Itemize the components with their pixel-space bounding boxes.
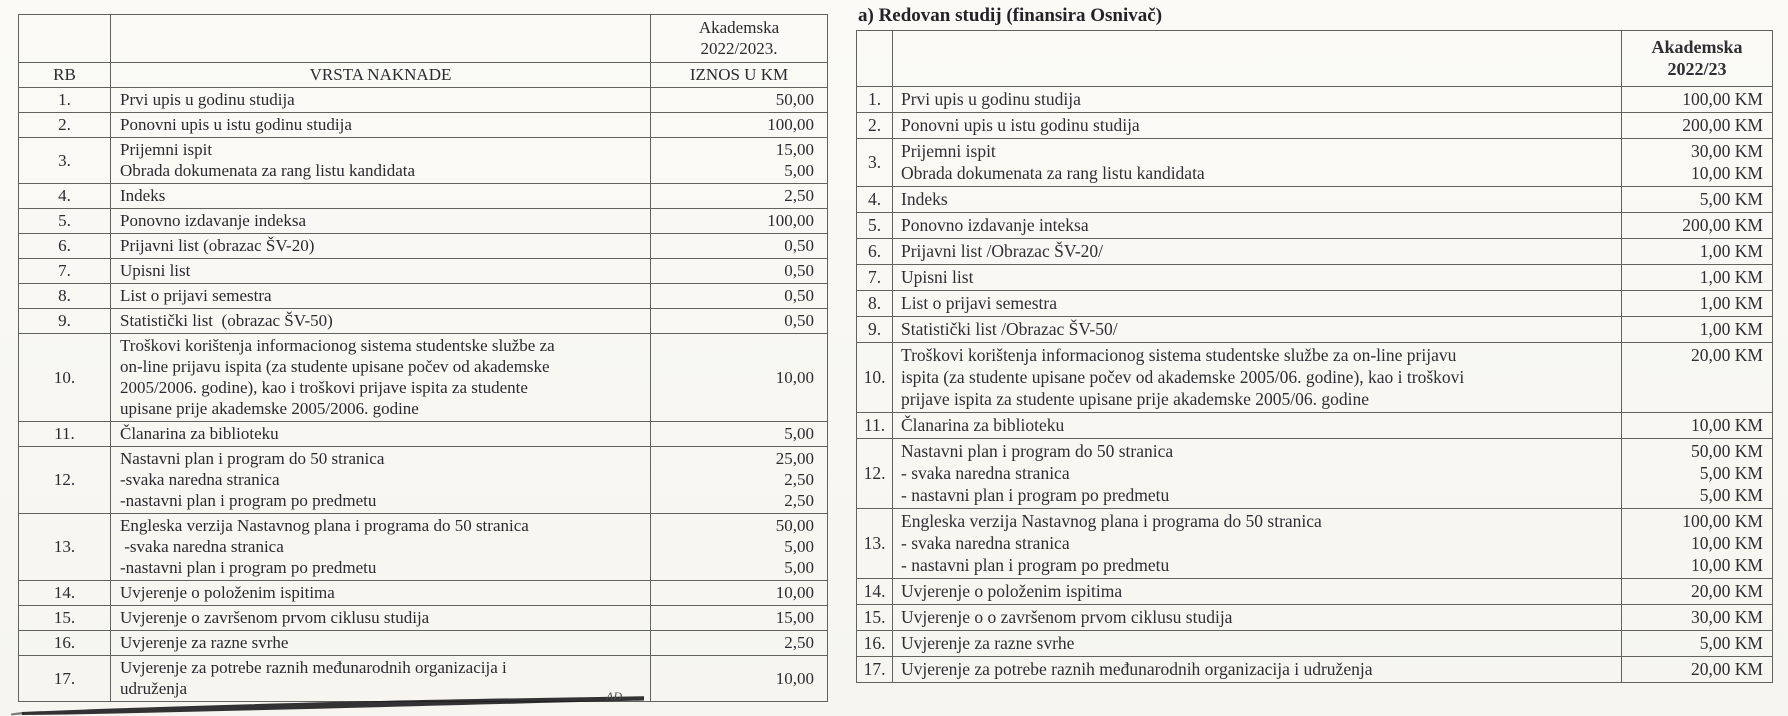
fee-amount: 20,00 KM — [1622, 657, 1773, 683]
fee-amount: 100,00 — [651, 209, 828, 234]
fee-row — [857, 139, 1773, 187]
fee-row — [19, 209, 828, 234]
row-number: 8. — [857, 291, 893, 317]
row-number: 1. — [19, 88, 111, 113]
fee-amount: 50,00 — [651, 88, 828, 113]
row-number: 2. — [19, 113, 111, 138]
fee-description: Uvjerenje za potrebe raznih međunarodnih organizacija i udruženja — [893, 657, 1622, 683]
fee-amount: 10,00 — [651, 581, 828, 606]
fee-description: Statistički list (obrazac ŠV-50) — [111, 309, 651, 334]
fee-row — [857, 509, 1773, 579]
fee-amount: 15,00 5,00 — [651, 138, 828, 184]
row-number: 17. — [857, 657, 893, 683]
row-number: 12. — [857, 439, 893, 509]
fee-description: Uvjerenje o o završenom prvom ciklusu studija — [893, 605, 1622, 631]
row-number: 9. — [19, 309, 111, 334]
fees-table-right-body — [857, 87, 1773, 683]
fee-amount: 30,00 KM — [1622, 605, 1773, 631]
fee-row — [857, 657, 1773, 683]
fee-amount: 10,00 — [651, 656, 828, 702]
fee-row — [19, 514, 828, 581]
row-number: 7. — [19, 259, 111, 284]
header-empty-type-cell — [111, 15, 651, 63]
fee-description: Prvi upis u godinu studija — [111, 88, 651, 113]
fee-amount: 15,00 — [651, 606, 828, 631]
header-empty-type-cell — [893, 31, 1622, 87]
fee-row — [857, 187, 1773, 213]
row-number: 12. — [19, 447, 111, 514]
row-number: 3. — [857, 139, 893, 187]
fee-row — [19, 88, 828, 113]
fee-description: Prvi upis u godinu studija — [893, 87, 1622, 113]
fee-row — [857, 113, 1773, 139]
fee-amount: 20,00 KM — [1622, 343, 1773, 413]
row-number: 16. — [19, 631, 111, 656]
handwritten-initials: AD — [606, 689, 622, 703]
fee-description: Uvjerenje o završenom prvom ciklusu studija — [111, 606, 651, 631]
academic-year-line2: 2022/23 — [1667, 59, 1727, 79]
row-number: 14. — [19, 581, 111, 606]
row-number: 13. — [19, 514, 111, 581]
row-number: 4. — [857, 187, 893, 213]
fee-table-right-section — [856, 5, 1772, 683]
header-rb: RB — [19, 63, 111, 88]
fee-amount: 2,50 — [651, 631, 828, 656]
fee-description: Statistički list /Obrazac ŠV-50/ — [893, 317, 1622, 343]
fee-amount: 1,00 KM — [1622, 291, 1773, 317]
fee-row — [857, 413, 1773, 439]
row-number: 17. — [19, 656, 111, 702]
fee-amount: 50,00 5,00 5,00 — [651, 514, 828, 581]
row-number: 11. — [19, 422, 111, 447]
fee-description: Troškovi korištenja informacionog sistema studentske službe za on-line prijavu ispita (za studente upisane počev od akademske 2005/2006. godine), kao i troškovi prijave ispita za studente upisane prije akademske 2005/2006. godine — [111, 334, 651, 422]
fee-amount: 0,50 — [651, 284, 828, 309]
fee-row — [19, 309, 828, 334]
fee-amount: 5,00 KM — [1622, 187, 1773, 213]
fee-description: Uvjerenje za razne svrhe — [893, 631, 1622, 657]
row-number: 15. — [857, 605, 893, 631]
fee-row — [857, 631, 1773, 657]
fee-description: Prijavni list (obrazac ŠV-20) — [111, 234, 651, 259]
row-number: 4. — [19, 184, 111, 209]
header-empty-rb-cell — [857, 31, 893, 87]
fee-amount: 5,00 — [651, 422, 828, 447]
fee-table-left-section — [18, 14, 827, 702]
fee-description: Ponovni upis u istu godinu studija — [111, 113, 651, 138]
fee-amount: 100,00 KM 10,00 KM 10,00 KM — [1622, 509, 1773, 579]
row-number: 10. — [857, 343, 893, 413]
fee-description: Članarina za biblioteku — [111, 422, 651, 447]
fee-description: Troškovi korištenja informacionog sistema studentske službe za on-line prijavu ispita (za studente upisane počev od akademske 2005/06. godine), kao i troškovi prijave ispita za studente upisane prije akademske 2005/06. godine — [893, 343, 1622, 413]
fee-row — [857, 265, 1773, 291]
fee-amount: 200,00 KM — [1622, 113, 1773, 139]
fee-description: Ponovno izdavanje indeksa — [111, 209, 651, 234]
fee-amount: 0,50 — [651, 259, 828, 284]
fee-amount: 1,00 KM — [1622, 317, 1773, 343]
fee-row — [19, 334, 828, 422]
fee-description: Uvjerenje za razne svrhe — [111, 631, 651, 656]
fee-row — [857, 317, 1773, 343]
fee-row — [857, 605, 1773, 631]
row-number: 2. — [857, 113, 893, 139]
pen-swoosh — [22, 696, 644, 715]
fee-description: Indeks — [893, 187, 1622, 213]
fee-row — [857, 291, 1773, 317]
fee-description: Nastavni plan i program do 50 stranica -svaka naredna stranica -nastavni plan i program po predmetu — [111, 447, 651, 514]
fee-row — [857, 343, 1773, 413]
table-header-year-row — [19, 15, 828, 63]
fee-row — [19, 234, 828, 259]
fee-amount: 5,00 KM — [1622, 631, 1773, 657]
fee-row — [857, 213, 1773, 239]
row-number: 16. — [857, 631, 893, 657]
fee-amount: 25,00 2,50 2,50 — [651, 447, 828, 514]
fee-row — [857, 579, 1773, 605]
fee-amount: 0,50 — [651, 234, 828, 259]
fees-table-right — [856, 30, 1773, 683]
right-table-title: a) Redovan studij (finansira Osnivač) — [858, 5, 1163, 26]
fee-amount: 10,00 — [651, 334, 828, 422]
fee-description: Ponovni upis u istu godinu studija — [893, 113, 1622, 139]
fee-row — [19, 581, 828, 606]
header-academic-year — [651, 15, 828, 63]
fee-row — [19, 259, 828, 284]
fee-amount: 10,00 KM — [1622, 413, 1773, 439]
academic-year-line1: Akademska — [1651, 37, 1743, 57]
row-number: 7. — [857, 265, 893, 291]
academic-year-line1: Akademska — [698, 18, 780, 37]
header-fee-type: VRSTA NAKNADE — [111, 63, 651, 88]
fee-amount: 20,00 KM — [1622, 579, 1773, 605]
row-number: 3. — [19, 138, 111, 184]
fees-table-left-body — [19, 88, 828, 702]
fee-row — [857, 439, 1773, 509]
fee-row — [857, 239, 1773, 265]
fee-amount: 1,00 KM — [1622, 239, 1773, 265]
fee-description: List o prijavi semestra — [111, 284, 651, 309]
fee-description: List o prijavi semestra — [893, 291, 1622, 317]
row-number: 8. — [19, 284, 111, 309]
fee-description: Upisni list — [111, 259, 651, 284]
header-amount: IZNOS U KM — [651, 63, 828, 88]
fee-description: Uvjerenje o položenim ispitima — [111, 581, 651, 606]
fee-description: Prijemni ispit Obrada dokumenata za rang listu kandidata — [893, 139, 1622, 187]
fee-amount: 100,00 KM — [1622, 87, 1773, 113]
fee-amount: 30,00 KM 10,00 KM — [1622, 139, 1773, 187]
fee-amount: 2,50 — [651, 184, 828, 209]
header-empty-rb-cell — [19, 15, 111, 63]
fee-description: Nastavni plan i program do 50 stranica - svaka naredna stranica - nastavni plan i program po predmetu — [893, 439, 1622, 509]
fee-amount: 100,00 — [651, 113, 828, 138]
fee-amount: 50,00 KM 5,00 KM 5,00 KM — [1622, 439, 1773, 509]
fee-row — [19, 184, 828, 209]
fee-description: Ponovno izdavanje inteksa — [893, 213, 1622, 239]
fee-description: Uvjerenje o položenim ispitima — [893, 579, 1622, 605]
fee-row — [857, 87, 1773, 113]
fee-row — [19, 447, 828, 514]
table-header-row — [19, 63, 828, 88]
fee-row — [19, 284, 828, 309]
fee-amount: 200,00 KM — [1622, 213, 1773, 239]
fee-amount: 0,50 — [651, 309, 828, 334]
row-number: 5. — [19, 209, 111, 234]
row-number: 11. — [857, 413, 893, 439]
fee-description: Engleska verzija Nastavnog plana i programa do 50 stranica -svaka naredna stranica -nastavni plan i program po predmetu — [111, 514, 651, 581]
row-number: 15. — [19, 606, 111, 631]
fee-row — [19, 606, 828, 631]
row-number: 13. — [857, 509, 893, 579]
row-number: 6. — [857, 239, 893, 265]
table-header-year-row — [857, 31, 1773, 87]
fee-description: Prijemni ispit Obrada dokumenata za rang listu kandidata — [111, 138, 651, 184]
row-number: 14. — [857, 579, 893, 605]
row-number: 6. — [19, 234, 111, 259]
fee-description: Članarina za biblioteku — [893, 413, 1622, 439]
fee-row — [19, 113, 828, 138]
fee-row — [19, 138, 828, 184]
fee-description: Uvjerenje za potrebe raznih međunarodnih organizacija i udruženja — [111, 656, 651, 702]
fee-description: Upisni list — [893, 265, 1622, 291]
fee-amount: 1,00 KM — [1622, 265, 1773, 291]
fee-description: Prijavni list /Obrazac ŠV-20/ — [893, 239, 1622, 265]
fee-row — [19, 422, 828, 447]
row-number: 5. — [857, 213, 893, 239]
academic-year-line2: 2022/2023. — [700, 39, 778, 58]
fees-table-left — [18, 14, 828, 702]
fee-description: Engleska verzija Nastavnog plana i programa do 50 stranica - svaka naredna stranica - nastavni plan i program po predmetu — [893, 509, 1622, 579]
fee-description: Indeks — [111, 184, 651, 209]
signature-stroke — [8, 688, 688, 716]
fee-row — [19, 631, 828, 656]
row-number: 10. — [19, 334, 111, 422]
row-number: 1. — [857, 87, 893, 113]
header-academic-year — [1622, 31, 1773, 87]
row-number: 9. — [857, 317, 893, 343]
